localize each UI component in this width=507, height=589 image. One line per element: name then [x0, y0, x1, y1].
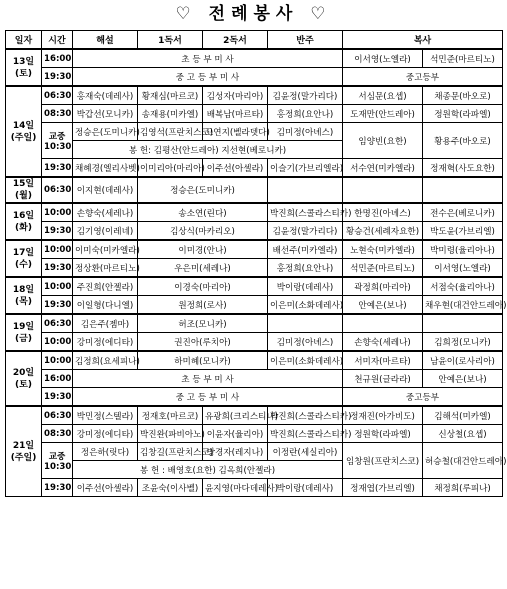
- commentary-cell: 정상환(마르티노): [73, 259, 138, 278]
- reading-cell: 이미경(안나): [138, 240, 268, 259]
- altar-cell: 정원학(라파엘): [343, 425, 423, 443]
- accompaniment-cell: 김윤정(말가리다): [268, 86, 343, 105]
- commentary-cell: 김기영(이레네): [73, 222, 138, 241]
- header-row: [6, 31, 503, 50]
- day-cell: [6, 86, 42, 177]
- table-row: [6, 177, 503, 203]
- altar-cell: 허승철(대건안드레아): [423, 443, 503, 479]
- altar-cell: 임창원(프란치스코): [343, 443, 423, 479]
- table-row: [6, 86, 503, 105]
- altar-cell: 김해석(미카엘): [423, 406, 503, 425]
- reading-cell: 정승은(도미니카): [138, 177, 268, 203]
- time-cell: [42, 443, 73, 479]
- time-cell: 10:00: [42, 333, 73, 352]
- altar-cell: 김희정(모니카): [423, 333, 503, 352]
- altar-cell: 이서영(노엘라): [423, 259, 503, 278]
- time-cell: 10:00: [42, 240, 73, 259]
- altar-cell: 박도윤(가브리엘): [423, 222, 503, 241]
- table-row: [6, 277, 503, 296]
- table-row: [6, 203, 503, 222]
- table-row: [6, 351, 503, 370]
- reading2-cell: 방경자(레지나): [203, 443, 268, 461]
- altar-cell: [343, 314, 423, 333]
- day-cell: [6, 314, 42, 351]
- day-date: 20일: [12, 367, 35, 378]
- table-row: [6, 388, 503, 407]
- commentary-cell: 홍재숙(데레사): [73, 86, 138, 105]
- day-date: 14일: [12, 120, 35, 131]
- altar-cell: 서미자(마르타): [343, 351, 423, 370]
- table-row: [6, 425, 503, 443]
- time-cell: 16:00: [42, 49, 73, 68]
- accompaniment-cell: 홍정희(요안나): [268, 105, 343, 123]
- commentary-cell: 이주선(아셀라): [73, 479, 138, 497]
- page-title: ♡ 전례봉사 ♡: [175, 4, 332, 24]
- day-date: 17일: [12, 247, 35, 258]
- mass-name-cell: 초 등 부 미 사: [73, 49, 343, 68]
- accompaniment-cell: 김윤정(말가리다): [268, 222, 343, 241]
- altar-cell: 서수연(미카엘라): [343, 159, 423, 178]
- day-weekday: (토): [15, 68, 32, 79]
- altar-cell: 정재엽(가브리엘): [343, 479, 423, 497]
- reading-cell: 이경숙(마리아): [138, 277, 268, 296]
- accompaniment-cell: 김미정(아녜스): [268, 333, 343, 352]
- time-cell: 06:30: [42, 177, 73, 203]
- reading2-cell: 배복남(마르타): [203, 105, 268, 123]
- commentary-cell: 박민정(스텔라): [73, 406, 138, 425]
- table-row: [6, 406, 503, 425]
- table-row: [6, 443, 503, 461]
- day-weekday: (금): [15, 333, 32, 344]
- time-cell: 19:30: [42, 68, 73, 87]
- reading1-cell: 송재용(미카엘): [138, 105, 203, 123]
- day-date: 21일: [12, 440, 35, 451]
- reading-cell: 권진아(루치아): [138, 333, 268, 352]
- reading2-cell: 윤지영(마다데레사): [203, 479, 268, 497]
- altar-cell: 중고등부: [343, 68, 503, 87]
- altar-cell: 정재혁(사도요한): [423, 159, 503, 178]
- altar-cell: 정재진(아가비도): [343, 406, 423, 425]
- time-cell: 06:30: [42, 314, 73, 333]
- reading-cell: 허조(모니카): [138, 314, 268, 333]
- commentary-cell: 주진희(안젤라): [73, 277, 138, 296]
- day-cell: [6, 406, 42, 497]
- altar-cell: 황용주(바오로): [423, 123, 503, 159]
- altar-cell: 황승건(세례자요한): [343, 222, 423, 241]
- time-cell: 10:00: [42, 277, 73, 296]
- day-date: 16일: [12, 210, 35, 221]
- accompaniment-cell: 박진희(스콜라스티카): [268, 406, 343, 425]
- altar-cell: 임양빈(요한): [343, 123, 423, 159]
- commentary-cell: 정은하(릿다): [73, 443, 138, 461]
- table-row: [6, 123, 503, 141]
- reading1-cell: 이미리아(마리아): [138, 159, 203, 178]
- time-cell: 08:30: [42, 105, 73, 123]
- altar-cell: 전수은(베로니카): [423, 203, 503, 222]
- altar-cell: 채종문(바오로): [423, 86, 503, 105]
- altar-cell: 천규원(글라라): [343, 370, 423, 388]
- accompaniment-cell: 홍정희(요안나): [268, 259, 343, 278]
- altar-cell: 손향숙(세레나): [343, 333, 423, 352]
- table-row: [6, 296, 503, 315]
- commentary-cell: 김정희(요세피나): [73, 351, 138, 370]
- altar-cell: 중고등부: [343, 388, 503, 407]
- accompaniment-cell: 박진희(스콜라스티카): [268, 203, 343, 222]
- day-cell: [6, 351, 42, 406]
- reading2-cell: 이윤자(율리아): [203, 425, 268, 443]
- day-date: 18일: [12, 284, 35, 295]
- day-cell: [6, 277, 42, 314]
- altar-cell: 이서영(노엘라): [343, 49, 423, 68]
- altar-cell: 석민준(마르티노): [343, 259, 423, 278]
- day-date: 13일: [12, 56, 35, 67]
- accompaniment-cell: [268, 177, 343, 203]
- altar-cell: 신상철(요셉): [423, 425, 503, 443]
- day-weekday: (토): [15, 379, 32, 390]
- reading2-cell: 유광희(크리스티나): [203, 406, 268, 425]
- schedule-table: [5, 30, 507, 497]
- reading-cell: 원정희(로사): [138, 296, 268, 315]
- day-cell: [6, 203, 42, 240]
- altar-cell: 서점숙(율리아나): [423, 277, 503, 296]
- table-row: [6, 68, 503, 87]
- table-row: [6, 370, 503, 388]
- day-cell: [6, 177, 42, 203]
- day-weekday: (목): [15, 296, 32, 307]
- table-row: [6, 222, 503, 241]
- altar-cell: 안예은(보나): [423, 370, 503, 388]
- table-row: [6, 159, 503, 178]
- header-date: 일자: [6, 31, 42, 50]
- reading-cell: 송소연(린다): [138, 203, 268, 222]
- reading2-cell: 김성자(마리아): [203, 86, 268, 105]
- time-cell: 06:30: [42, 406, 73, 425]
- header-altar: 복사: [343, 31, 503, 50]
- accompaniment-cell: [268, 314, 343, 333]
- time-cell: 19:30: [42, 222, 73, 241]
- reading2-cell: 고연지(벨라뎃다): [203, 123, 268, 141]
- table-row: [6, 314, 503, 333]
- reading1-cell: 황재심(마르코): [138, 86, 203, 105]
- reading2-cell: 이주선(아셀라): [203, 159, 268, 178]
- time-cell: 06:30: [42, 86, 73, 105]
- reading-cell: 하미혜(모니카): [138, 351, 268, 370]
- time-value: 10:30: [44, 141, 72, 152]
- accompaniment-cell: 박진희(스콜라스티카): [268, 425, 343, 443]
- header-time: 시간: [42, 31, 73, 50]
- accompaniment-cell: 배선주(미카엘라): [268, 240, 343, 259]
- altar-cell: 남윤이(로사리아): [423, 351, 503, 370]
- table-row: [6, 479, 503, 497]
- day-cell: [6, 49, 42, 86]
- reading1-cell: 김영석(프란치스코): [138, 123, 203, 141]
- altar-cell: 안예은(보나): [343, 296, 423, 315]
- table-row: [6, 105, 503, 123]
- altar-cell: 한명진(아녜스): [343, 203, 423, 222]
- time-cell: 19:30: [42, 388, 73, 407]
- altar-cell: 서심문(요셉): [343, 86, 423, 105]
- time-cell: [42, 123, 73, 159]
- time-cell: 10:00: [42, 351, 73, 370]
- altar-cell: 박미령(율리아나): [423, 240, 503, 259]
- time-cell: 08:30: [42, 425, 73, 443]
- day-cell: [6, 240, 42, 277]
- time-label: 교중: [48, 451, 66, 462]
- mass-name-cell: 중 고 등 부 미 사: [73, 388, 343, 407]
- altar-cell: 도재만(안드레아): [343, 105, 423, 123]
- mass-name-cell: 초 등 부 미 사: [73, 370, 343, 388]
- reading1-cell: 조윤숙(이사벨): [138, 479, 203, 497]
- day-weekday: (월): [15, 191, 32, 201]
- reading-cell: 우은미(세레나): [138, 259, 268, 278]
- time-cell: 19:30: [42, 296, 73, 315]
- day-weekday: (화): [15, 222, 32, 233]
- mass-name-cell: 중 고 등 부 미 사: [73, 68, 343, 87]
- commentary-cell: 정승은(도미니카): [73, 123, 138, 141]
- day-weekday: (수): [15, 259, 32, 270]
- time-label: 교중: [48, 131, 66, 142]
- time-cell: 19:30: [42, 479, 73, 497]
- time-cell: 19:30: [42, 159, 73, 178]
- time-cell: 16:00: [42, 370, 73, 388]
- accompaniment-cell: 박이랑(데레사): [268, 479, 343, 497]
- day-date: 19일: [12, 321, 35, 332]
- accompaniment-cell: 이은미(소화데레사): [268, 296, 343, 315]
- day-weekday: (주일): [10, 132, 37, 143]
- time-cell: 19:30: [42, 259, 73, 278]
- altar-cell: 정원학(라파엘): [423, 105, 503, 123]
- commentary-cell: 강미정(에디타): [73, 333, 138, 352]
- altar-cell: 채정희(루피나): [423, 479, 503, 497]
- offering-cell: 봉 헌 : 배영호(요한) 김옥희(안젤라): [73, 461, 343, 479]
- header-reading1: 1독서: [138, 31, 203, 50]
- table-row: [6, 259, 503, 278]
- altar-cell: [423, 314, 503, 333]
- altar-cell: [343, 177, 423, 203]
- table-row: [6, 333, 503, 352]
- reading-cell: 김상식(마카리오): [138, 222, 268, 241]
- commentary-cell: 손향숙(세레나): [73, 203, 138, 222]
- accompaniment-cell: 박이랑(데레사): [268, 277, 343, 296]
- altar-cell: 채우현(대건안드레아): [423, 296, 503, 315]
- accompaniment-cell: 이슬기(가브리엘라): [268, 159, 343, 178]
- time-value: 10:30: [44, 461, 72, 472]
- altar-cell: 곽정희(마리아): [343, 277, 423, 296]
- accompaniment-cell: 이정란(세실리아): [268, 443, 343, 461]
- table-row: [6, 49, 503, 68]
- commentary-cell: 이일형(다니엘): [73, 296, 138, 315]
- commentary-cell: 이미숙(미카엘라): [73, 240, 138, 259]
- day-weekday: (주일): [10, 452, 37, 463]
- day-date: 15일: [12, 179, 35, 189]
- altar-cell: [423, 177, 503, 203]
- accompaniment-cell: 이은미(소화데레사): [268, 351, 343, 370]
- accompaniment-cell: 김미정(아녜스): [268, 123, 343, 141]
- commentary-cell: 강미정(에디타): [73, 425, 138, 443]
- commentary-cell: 채혜경(엘리사벳): [73, 159, 138, 178]
- reading1-cell: 박진완(파비아노): [138, 425, 203, 443]
- table-row: [6, 240, 503, 259]
- reading1-cell: 김창길(프란치스코): [138, 443, 203, 461]
- altar-cell: 노현숙(미카엘라): [343, 240, 423, 259]
- header-commentary: 해설: [73, 31, 138, 50]
- commentary-cell: 박갑선(모니카): [73, 105, 138, 123]
- reading1-cell: 정재호(마르코): [138, 406, 203, 425]
- header-reading2: 2독서: [203, 31, 268, 50]
- altar-cell: 석민준(마르티노): [423, 49, 503, 68]
- offering-cell: 봉 헌: 김평산(안드레아) 지선현(베로니카): [73, 141, 343, 159]
- commentary-cell: 이지현(데레사): [73, 177, 138, 203]
- commentary-cell: 김은주(젬마): [73, 314, 138, 333]
- time-cell: 10:00: [42, 203, 73, 222]
- header-accompaniment: 반주: [268, 31, 343, 50]
